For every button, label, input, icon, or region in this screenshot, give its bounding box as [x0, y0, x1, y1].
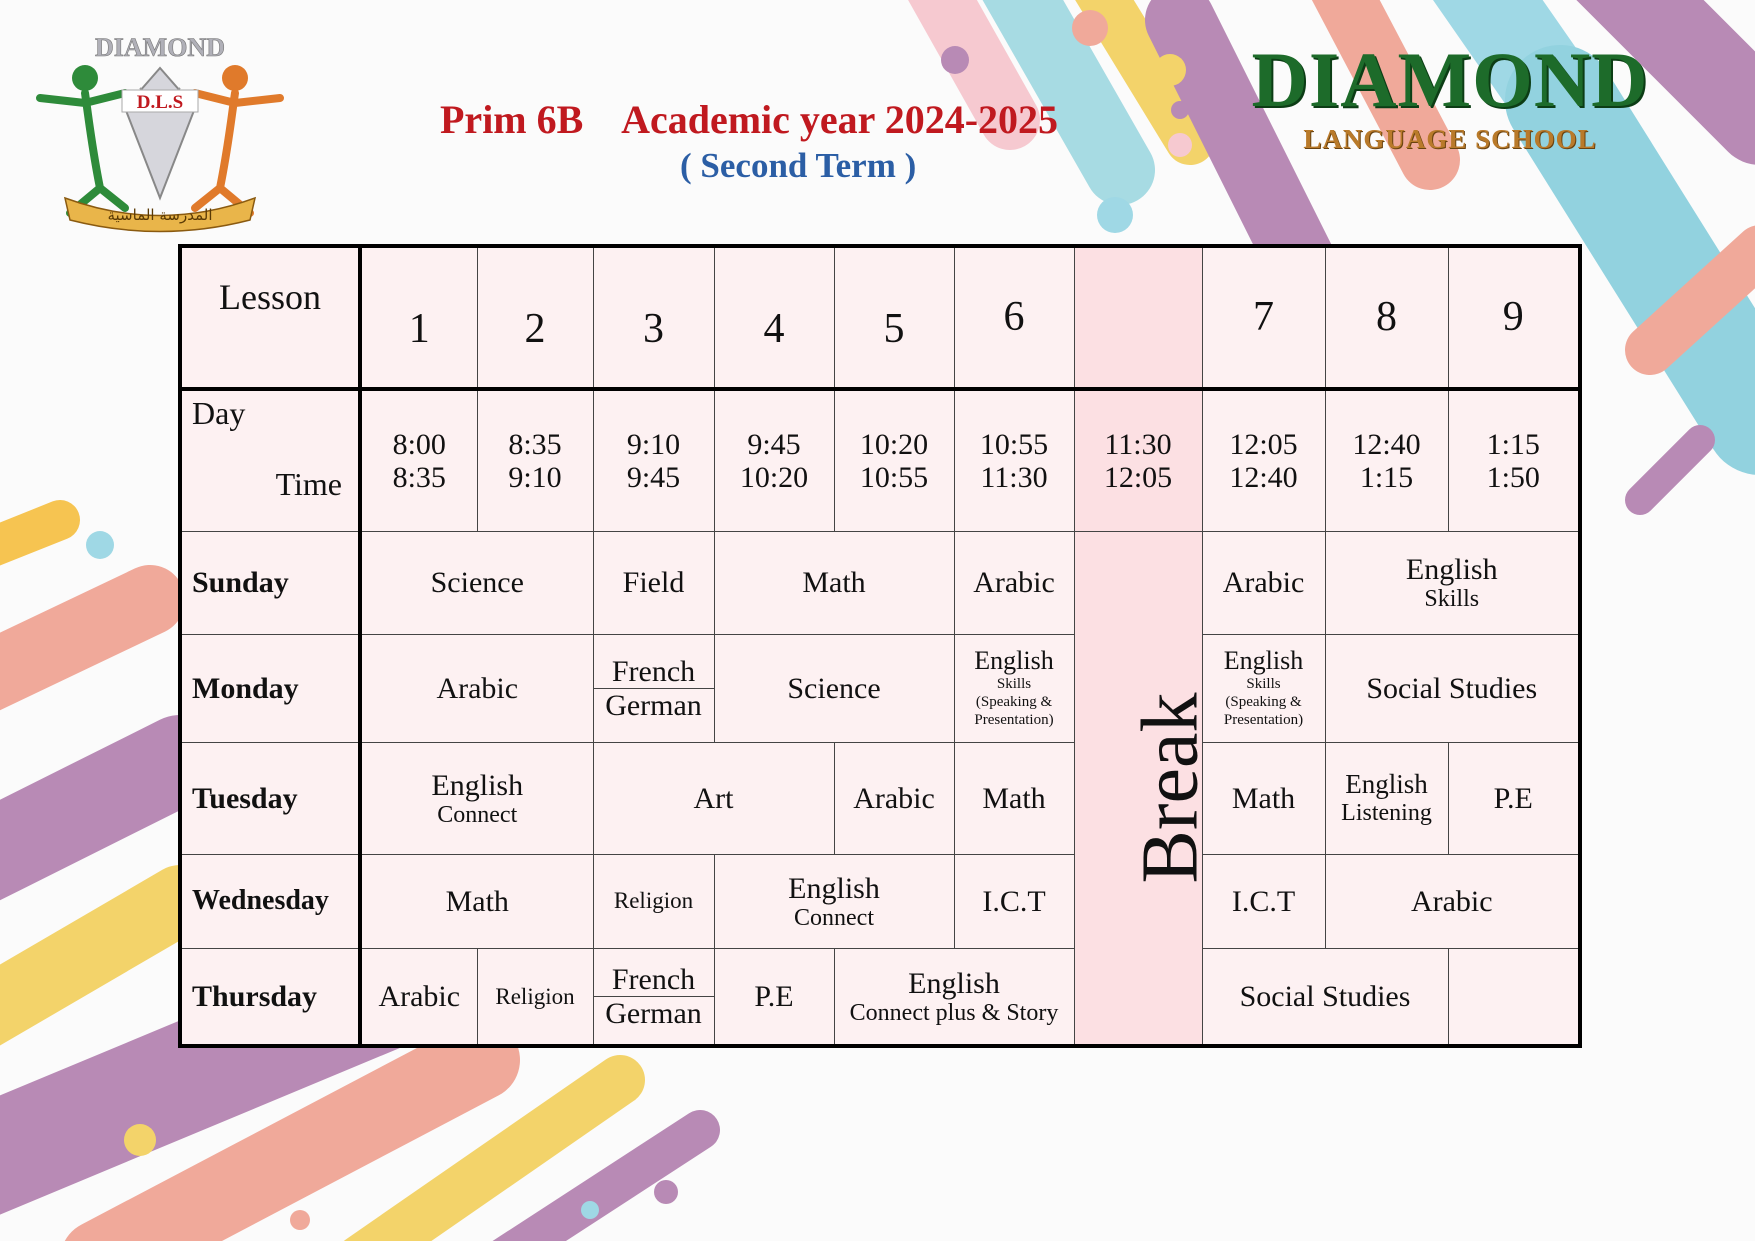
- day-name: Monday: [180, 634, 360, 742]
- class-cell: Religion: [593, 854, 714, 948]
- break-column: [1074, 531, 1215, 1046]
- class-cell: Arabic: [834, 742, 954, 854]
- class-cell: Arabic: [1325, 854, 1580, 948]
- break-time-slot: 11:30 12:05: [1074, 389, 1202, 531]
- class-cell: Math: [954, 742, 1074, 854]
- class-cell: P.E: [714, 948, 834, 1046]
- lesson-number: 6: [954, 246, 1074, 389]
- lesson-number: 8: [1325, 246, 1448, 389]
- svg-text:D.L.S: D.L.S: [136, 92, 184, 113]
- time-slot: 9:10 9:45: [593, 389, 714, 531]
- time-slot: 1:15 1:50: [1448, 389, 1580, 531]
- break-label: Break: [1126, 692, 1215, 884]
- brand-name: DIAMOND: [1251, 36, 1649, 123]
- class-cell: Arabic: [360, 634, 593, 742]
- class-cell: I.C.T: [1202, 854, 1325, 948]
- split-bottom: German: [605, 688, 702, 722]
- time-slot: 12:05 12:40: [1202, 389, 1325, 531]
- class-cell: Math: [714, 531, 954, 634]
- class-cell-split: [593, 634, 714, 742]
- time-day-corner: [180, 389, 360, 531]
- class-cell: English Skills: [1325, 531, 1580, 634]
- school-logo: [30, 28, 290, 238]
- break-header: [1074, 246, 1202, 389]
- class-cell: English Listening: [1325, 742, 1448, 854]
- lesson-header-row: [180, 246, 1580, 389]
- lesson-number: 1: [360, 246, 477, 389]
- day-row-sunday: [180, 531, 1580, 634]
- svg-text:DIAMOND: DIAMOND: [95, 33, 225, 62]
- class-cell: Science: [714, 634, 954, 742]
- page-title: Prim 6B Academic year 2024-2025: [440, 97, 1059, 142]
- day-name: Tuesday: [180, 742, 360, 854]
- day-row-tuesday: [180, 742, 1580, 854]
- day-row-thursday: [180, 948, 1580, 1046]
- split-top: French: [594, 655, 714, 689]
- time-label: Time: [275, 465, 342, 502]
- time-row: [180, 389, 1580, 531]
- class-cell: English Connect: [360, 742, 593, 854]
- day-label: Day: [192, 394, 246, 431]
- class-cell: Art: [593, 742, 834, 854]
- class-cell: Math: [360, 854, 593, 948]
- empty-cell: [1448, 948, 1580, 1046]
- class-cell: Math: [1202, 742, 1325, 854]
- class-cell: P.E: [1448, 742, 1580, 854]
- class-cell: Science: [360, 531, 593, 634]
- lesson-number: 7: [1202, 246, 1325, 389]
- term-subtitle: ( Second Term ): [680, 146, 917, 185]
- class-cell: Social Studies: [1325, 634, 1580, 742]
- brand-block: [1230, 36, 1670, 155]
- lesson-label: Lesson: [180, 246, 360, 389]
- class-cell: Religion: [477, 948, 593, 1046]
- lesson-number: 3: [593, 246, 714, 389]
- class-cell: English Connect: [714, 854, 954, 948]
- class-cell: English Skills (Speaking & Presentation): [954, 634, 1074, 742]
- class-cell: English Skills (Speaking & Presentation): [1202, 634, 1325, 742]
- split-bottom: German: [605, 996, 702, 1030]
- class-cell-split: [593, 948, 714, 1046]
- class-cell: Arabic: [360, 948, 477, 1046]
- day-row-monday: [180, 634, 1580, 742]
- lesson-number: 5: [834, 246, 954, 389]
- class-cell: Field: [593, 531, 714, 634]
- time-slot: 8:00 8:35: [360, 389, 477, 531]
- brand-subtitle: LANGUAGE SCHOOL: [1303, 124, 1597, 154]
- lesson-number: 9: [1448, 246, 1580, 389]
- time-slot: 9:45 10:20: [714, 389, 834, 531]
- time-slot: 10:55 11:30: [954, 389, 1074, 531]
- class-cell: Arabic: [1202, 531, 1325, 634]
- day-name: Thursday: [180, 948, 360, 1046]
- time-slot: 12:40 1:15: [1325, 389, 1448, 531]
- split-top: French: [594, 963, 714, 997]
- lesson-number: 2: [477, 246, 593, 389]
- time-slot: 10:20 10:55: [834, 389, 954, 531]
- svg-text:المدرسة الماسية: المدرسة الماسية: [107, 206, 213, 224]
- class-cell: Social Studies: [1202, 948, 1448, 1046]
- class-cell: Arabic: [954, 531, 1074, 634]
- day-name: Wednesday: [180, 854, 360, 948]
- class-cell: English Connect plus & Story: [834, 948, 1074, 1046]
- day-name: Sunday: [180, 531, 360, 634]
- lesson-number: 4: [714, 246, 834, 389]
- time-slot: 8:35 9:10: [477, 389, 593, 531]
- timetable: [178, 244, 1582, 1048]
- day-row-wednesday: [180, 854, 1580, 948]
- class-cell: I.C.T: [954, 854, 1074, 948]
